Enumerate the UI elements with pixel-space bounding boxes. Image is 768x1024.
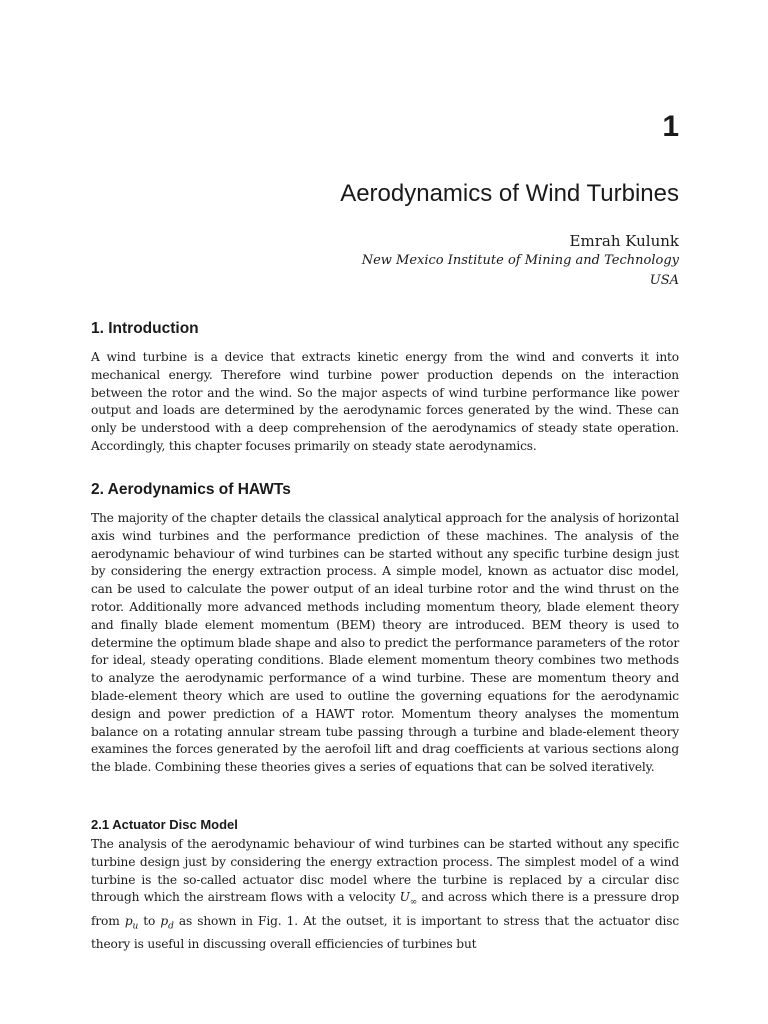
author-name: Emrah Kulunk [569, 232, 679, 250]
actuator-disc-text-3: to [138, 913, 161, 928]
introduction-paragraph: A wind turbine is a device that extracts kinetic energy from the wind and converts it into mechanical energy. Therefore wind turbine power production depends on the interaction between the rotor and the wind. So the major aspects of wind turbine performance like power output and loads are determined by the aerodynamic forces generated by the wind. These can only be understood with a deep comprehension of the aerodynamics of steady state operation. Accordingly, this chapter focuses primarily on steady state aerodynamics. [91, 350, 679, 453]
byline [362, 231, 679, 291]
chapter-title: Aerodynamics of Wind Turbines [340, 180, 679, 207]
author-country: USA [649, 273, 679, 288]
actuator-disc-text-1: The analysis of the aerodynamic behaviour of wind turbines can be started without any specific turbine design just by considering the energy extraction process. The simplest model of a wind turbine is the so-called actuator disc model where the turbine is replaced by a circular disc through which the airstream flows with a velocity [91, 837, 679, 905]
author-institution: New Mexico Institute of Mining and Technology [361, 253, 679, 268]
actuator-disc-paragraph [91, 836, 679, 954]
section-heading-hawts: 2. Aerodynamics of HAWTs [91, 481, 291, 498]
actuator-disc-text-2: and across which there is a pressure drop from [91, 890, 679, 928]
subsection-heading-actuator-disc: 2.1 Actuator Disc Model [91, 817, 238, 832]
section-heading-introduction: 1. Introduction [91, 320, 199, 337]
upstream-pressure-symbol: $p_u$ [124, 913, 139, 932]
chapter-number: 1 [662, 110, 679, 143]
velocity-symbol: $U_\infty$ [399, 890, 418, 908]
hawts-paragraph: The majority of the chapter details the classical analytical approach for the analysis of horizontal axis wind turbines and the performance prediction of these machines. The analysis of the aerodynamic behaviour of wind turbines can be started without any specific turbine design just by considering the energy extraction process. A simple model, known as actuator disc model, can be used to calculate the power output of an ideal turbine rotor and the wind thrust on the rotor. Additionally more advanced methods including momentum theory, blade element theory and finally blade element momentum (BEM) theory are introduced. BEM theory is used to determine the optimum blade shape and also to predict the performance parameters of the rotor for ideal, steady operating conditions. Blade element momentum theory combines two methods to analyze the aerodynamic performance of a wind turbine. These are momentum theory and blade-element theory which are used to outline the governing equations for the aerodynamic design and power prediction of a HAWT rotor. Momentum theory analyses the momentum balance on a rotating annular stream tube passing through a turbine and blade-element theory examines the forces generated by the aerofoil lift and drag coefficients at various sections along the blade. Combining these theories gives a series of equations that can be solved iteratively. [91, 511, 679, 775]
downstream-pressure-symbol: $p_d$ [160, 913, 174, 932]
actuator-disc-text-4: as shown in Fig. 1. At the outset, it is important to stress that the actuator disc theory is useful in discussing overall efficiencies of turbines but [91, 913, 680, 951]
